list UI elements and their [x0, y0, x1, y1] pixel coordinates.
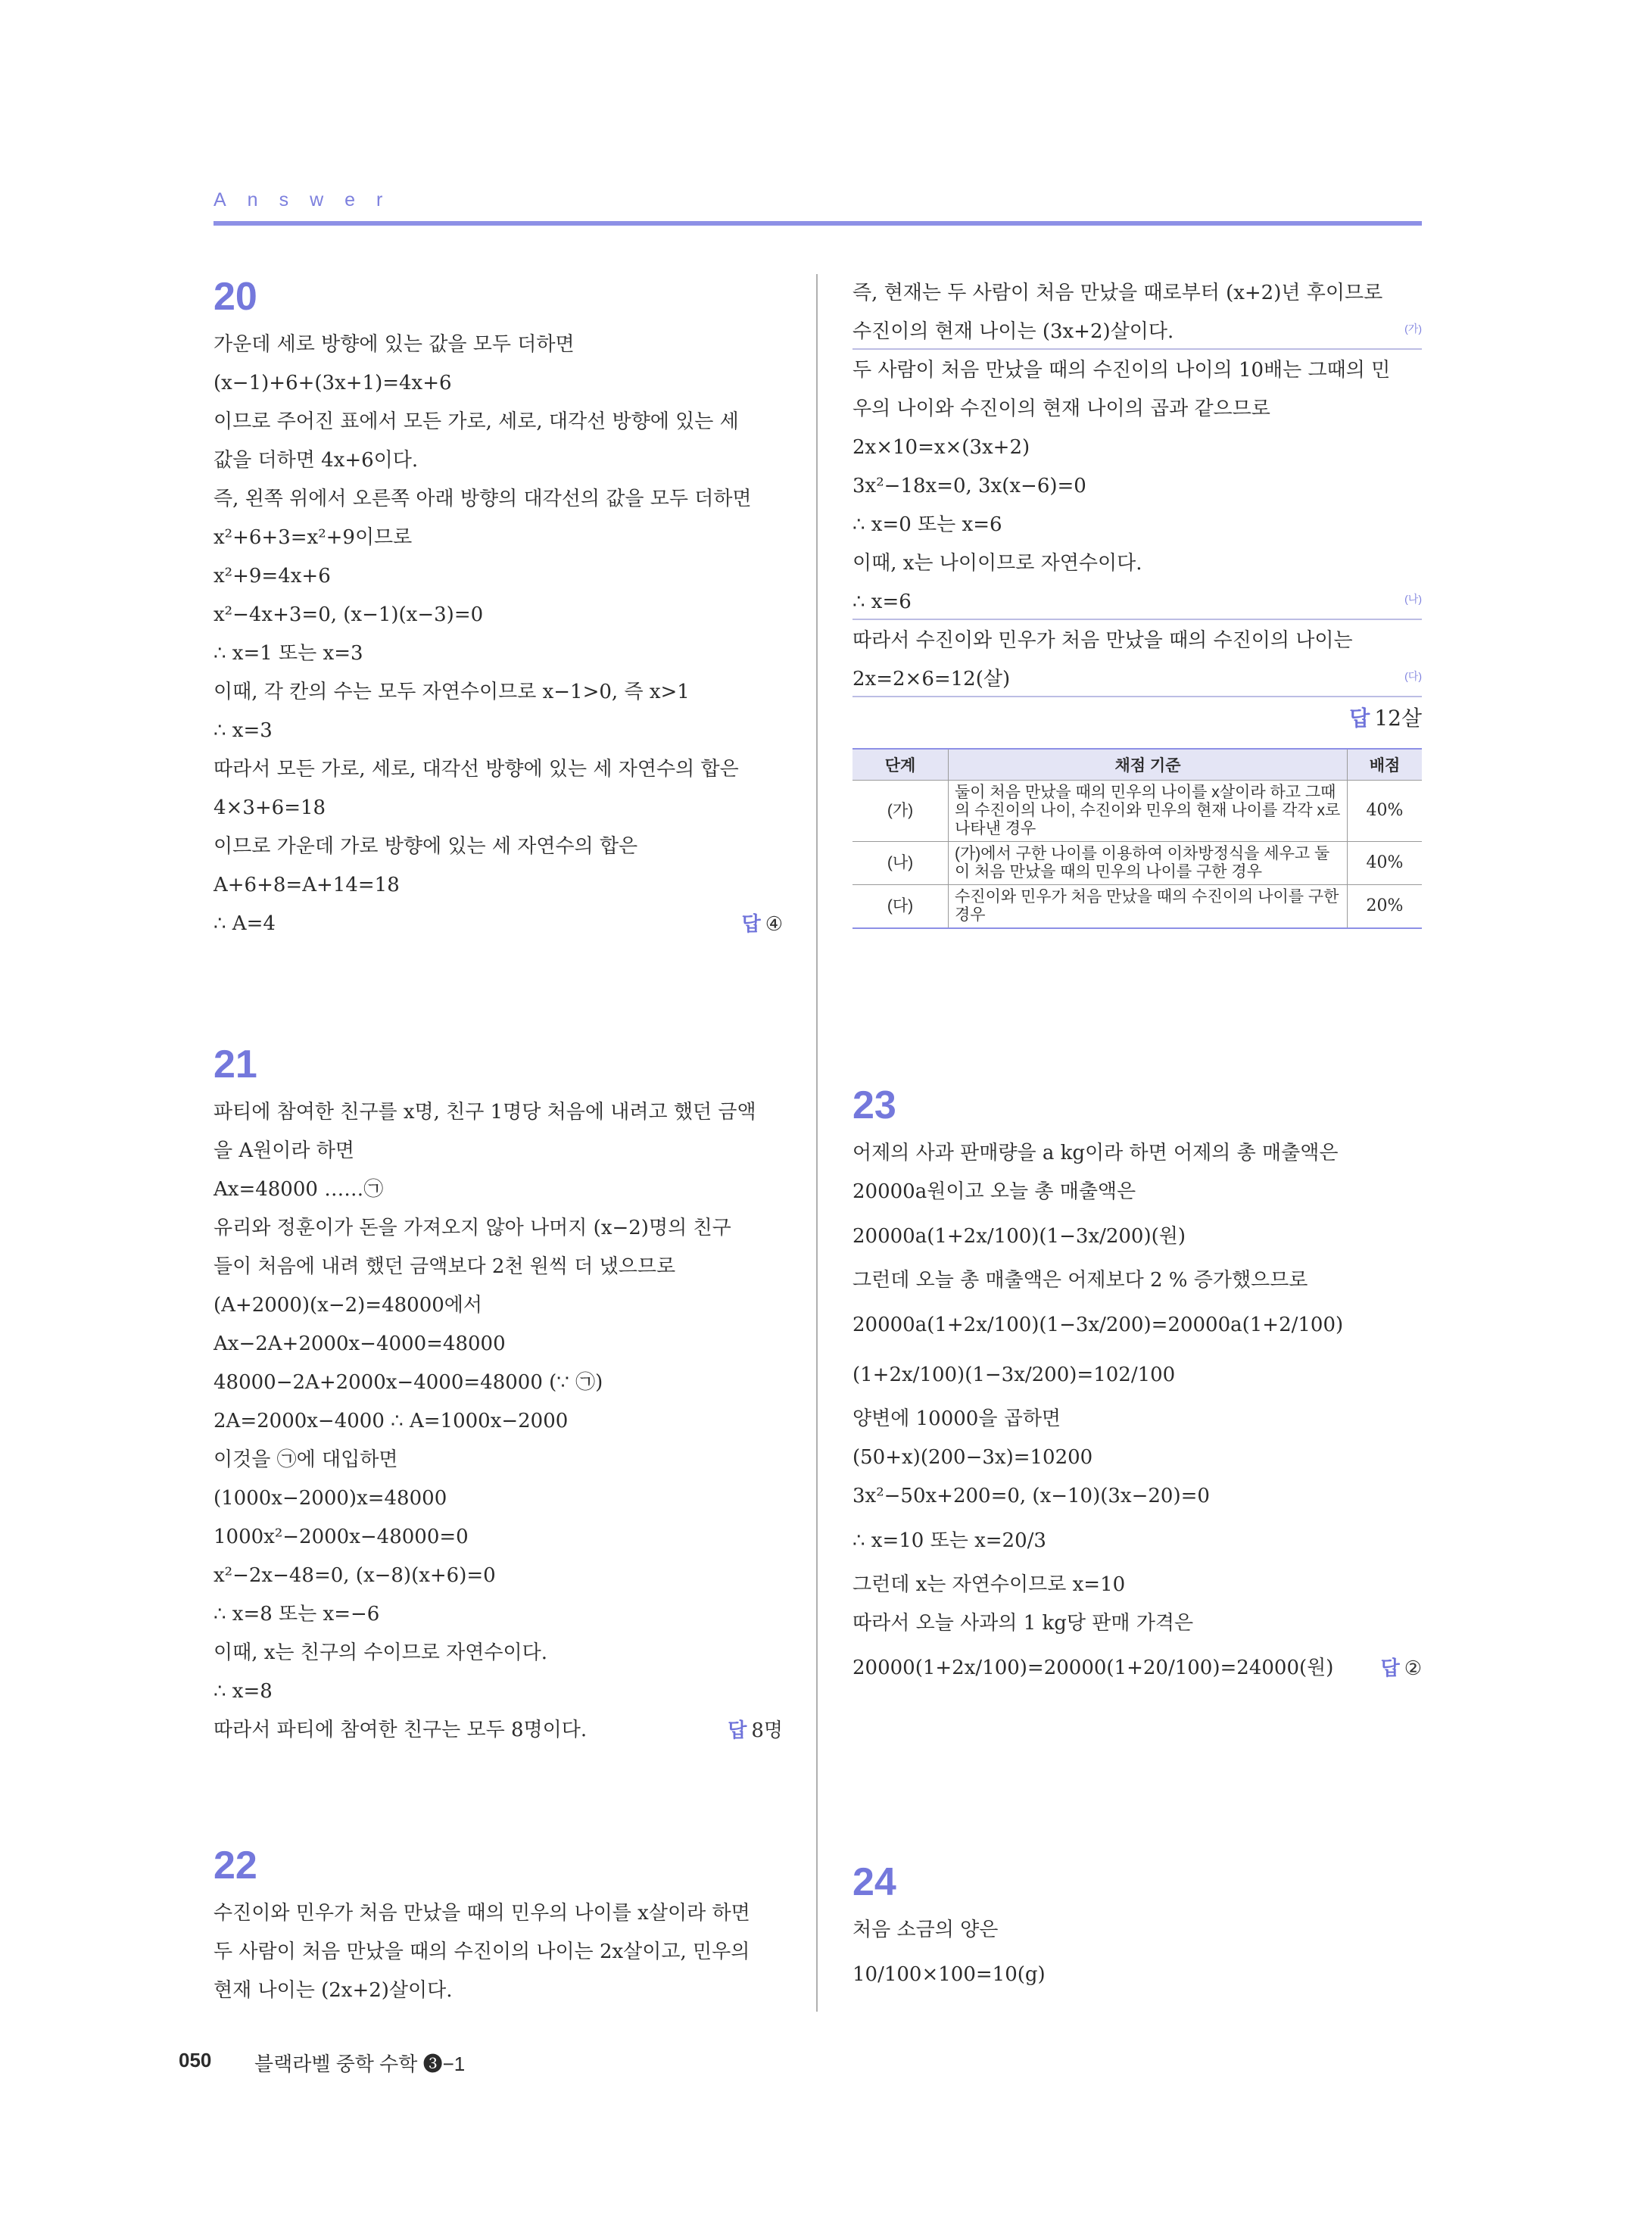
- solution-line: 따라서 오늘 사과의 1 kg당 판매 가격은: [852, 1612, 1194, 1635]
- solution-line: ∴ x=8: [214, 1680, 273, 1703]
- solution-line: 가운데 세로 방향에 있는 값을 모두 더하면: [214, 333, 575, 356]
- solution-line: x²+9=4x+6: [214, 565, 331, 588]
- solution-line: 이므로 주어진 표에서 모든 가로, 세로, 대각선 방향에 있는 세: [214, 410, 739, 433]
- solution-line-step-na: [852, 583, 1422, 622]
- solution-line: 1000x²−2000x−48000=0: [214, 1526, 469, 1548]
- solution-line: 이때, x는 친구의 수이므로 자연수이다.: [214, 1641, 547, 1664]
- solution-line: ∴ x=1 또는 x=3: [214, 642, 363, 665]
- solution-line: 파티에 참여한 친구를 x명, 친구 1명당 처음에 내려고 했던 금액: [214, 1101, 756, 1124]
- answer-value: ④: [765, 913, 783, 936]
- solution-line: 이때, 각 칸의 수는 모두 자연수이므로 x−1>0, 즉 x>1: [214, 681, 690, 703]
- solution-line: 을 A원이라 하면: [214, 1139, 355, 1162]
- solution-line: x²−4x+3=0, (x−1)(x−3)=0: [214, 603, 484, 626]
- solution-line: 2x×10=x×(3x+2): [852, 436, 1030, 459]
- solution-line-text: 20000(1+2x/100)=20000(1+20/100)=24000(원): [852, 1657, 1334, 1679]
- solution-line-text: 따라서 파티에 참여한 친구는 모두 8명이다.: [214, 1719, 588, 1741]
- rubric-criterion: (가)에서 구한 나이를 이용하여 이차방정식을 세우고 둘이 처음 만났을 때의 민우의 나이를 구한 경우: [949, 842, 1348, 885]
- answer-value: 12살: [1374, 706, 1422, 731]
- answer-label: 답: [1380, 1657, 1400, 1679]
- solution-line: 즉, 현재는 두 사람이 처음 만났을 때로부터 (x+2)년 후이므로: [852, 282, 1383, 304]
- step-mark: (다): [1404, 670, 1422, 682]
- rubric-row: [852, 885, 1422, 929]
- solution-line: Ax=48000 ……㉠: [214, 1178, 384, 1201]
- solution-line: 20000a(1+2x/100)(1−3x/200)=20000a(1+2/100): [852, 1314, 1344, 1336]
- header-rule: [214, 221, 1422, 226]
- solution-line: Ax−2A+2000x−4000=48000: [214, 1333, 506, 1355]
- rubric-step: (다): [852, 885, 949, 929]
- problem-number: 22: [214, 1844, 257, 1887]
- answer-label: 답: [741, 912, 761, 935]
- solution-line: 처음 소금의 양은: [852, 1919, 999, 1941]
- problem-number: 21: [214, 1043, 257, 1086]
- rubric-header: 배점: [1348, 749, 1423, 781]
- page-number: 050: [179, 2049, 212, 2071]
- solution-line: 따라서 모든 가로, 세로, 대각선 방향에 있는 세 자연수의 합은: [214, 758, 739, 781]
- rubric-step: (나): [852, 842, 949, 885]
- rubric-header-row: [852, 749, 1422, 781]
- rubric-points: 40%: [1348, 842, 1423, 885]
- answer-value: ②: [1404, 1657, 1422, 1680]
- solution-line: 그런데 오늘 총 매출액은 어제보다 2 % 증가했으므로: [852, 1269, 1308, 1292]
- problem-22: [214, 1843, 783, 2010]
- problem-21: [214, 1042, 783, 1750]
- solution-line-text: ∴ x=6: [852, 591, 912, 613]
- solution-line: (1000x−2000)x=48000: [214, 1487, 447, 1510]
- answer-label: 답: [1349, 706, 1370, 730]
- solution-line: 4×3+6=18: [214, 796, 326, 819]
- solution-line: (A+2000)(x−2)=48000에서: [214, 1294, 483, 1317]
- solution-line: 3x²−50x+200=0, (x−10)(3x−20)=0: [852, 1485, 1210, 1507]
- solution-line: 2A=2000x−4000 ∴ A=1000x−2000: [214, 1410, 569, 1432]
- solution-line: (50+x)(200−3x)=10200: [852, 1446, 1093, 1469]
- answer-badge: [742, 905, 783, 944]
- answer-header: Answer: [214, 189, 404, 210]
- rubric-row: [852, 842, 1422, 885]
- solution-line: 수진이와 민우가 처음 만났을 때의 민우의 나이를 x살이라 하면: [214, 1902, 750, 1925]
- step-mark: (나): [1404, 593, 1422, 605]
- solution-line-final: [852, 1643, 1422, 1693]
- solution-line: A+6+8=A+14=18: [214, 874, 400, 896]
- column-divider: [816, 274, 818, 2012]
- book-title: 블랙라벨 중학 수학 ❸−1: [254, 2053, 466, 2075]
- solution-line: x²−2x−48=0, (x−8)(x+6)=0: [214, 1564, 496, 1587]
- solution-line-final: [214, 905, 783, 943]
- solution-line-text: 2x=2×6=12(살): [852, 668, 1011, 690]
- problem-number: 24: [852, 1860, 896, 1904]
- answer-label: 답: [728, 1719, 747, 1741]
- problem-23: [852, 1083, 1422, 1693]
- problem-number: 20: [214, 275, 257, 319]
- rubric-header: 단계: [852, 749, 949, 781]
- solution-line: 48000−2A+2000x−4000=48000 (∵ ㉠): [214, 1371, 603, 1394]
- rubric-points: 20%: [1348, 885, 1423, 929]
- solution-line: 이때, x는 나이이므로 자연수이다.: [852, 552, 1142, 575]
- solution-line-text: ∴ A=4: [214, 912, 276, 935]
- answer-badge: [728, 1711, 783, 1750]
- problem-24: [852, 1859, 1422, 2000]
- solution-line: 유리와 정훈이가 돈을 가져오지 않아 나머지 (x−2)명의 친구: [214, 1217, 731, 1239]
- solution-line: 10/100×100=10(g): [852, 1963, 1046, 1986]
- solution-line-text: 수진이의 현재 나이는 (3x+2)살이다.: [852, 320, 1174, 343]
- rubric-criterion: 수진이와 민우가 처음 만났을 때의 수진이의 나이를 구한 경우: [949, 885, 1348, 929]
- problem-20: [214, 274, 783, 943]
- solution-line: ∴ x=10 또는 x=20/3: [852, 1529, 1046, 1552]
- solution-line: ∴ x=0 또는 x=6: [852, 513, 1002, 536]
- solution-line: 양변에 10000을 곱하면: [852, 1407, 1061, 1430]
- rubric-points: 40%: [1348, 781, 1423, 842]
- solution-line-step-ga: [852, 313, 1422, 351]
- solution-line: 즉, 왼쪽 위에서 오른쪽 아래 방향의 대각선의 값을 모두 더하면: [214, 488, 752, 510]
- rubric-step: (가): [852, 781, 949, 842]
- solution-line: 그런데 x는 자연수이므로 x=10: [852, 1573, 1126, 1596]
- solution-line: 이것을 ㉠에 대입하면: [214, 1448, 398, 1471]
- solution-line: (x−1)+6+(3x+1)=4x+6: [214, 372, 452, 394]
- step-mark: (가): [1404, 323, 1422, 335]
- solution-line: 현재 나이는 (2x+2)살이다.: [214, 1979, 453, 2002]
- solution-line: (1+2x/100)(1−3x/200)=102/100: [852, 1364, 1176, 1386]
- solution-line: 두 사람이 처음 만났을 때의 수진이의 나이는 2x살이고, 민우의: [214, 1940, 750, 1963]
- solution-line: 어제의 사과 판매량을 a kg이라 하면 어제의 총 매출액은: [852, 1142, 1339, 1164]
- rubric-criterion: 둘이 처음 만났을 때의 민우의 나이를 x살이라 하고 그때의 수진이의 나이, 수진이와 민우의 현재 나이를 각각 x로 나타낸 경우: [949, 781, 1348, 842]
- solution-line: 3x²−18x=0, 3x(x−6)=0: [852, 475, 1086, 497]
- solution-line: 따라서 수진이와 민우가 처음 만났을 때의 수진이의 나이는: [852, 629, 1353, 652]
- solution-line: 두 사람이 처음 만났을 때의 수진이의 나이의 10배는 그때의 민: [852, 359, 1391, 382]
- grading-rubric-table: [852, 748, 1422, 929]
- answer-badge: [852, 699, 1422, 737]
- rubric-row: [852, 781, 1422, 842]
- answer-value: 8명: [751, 1719, 783, 1742]
- problem-22-continued: [852, 274, 1422, 929]
- solution-line: 20000a(1+2x/100)(1−3x/200)(원): [852, 1225, 1186, 1248]
- solution-line: x²+6+3=x²+9이므로: [214, 526, 413, 549]
- solution-line: ∴ x=3: [214, 719, 273, 742]
- solution-line: 들이 처음에 내려 했던 금액보다 2천 원씩 더 냈으므로: [214, 1255, 676, 1278]
- problem-number: 23: [852, 1083, 896, 1127]
- answer-badge: [1381, 1643, 1422, 1694]
- solution-line: ∴ x=8 또는 x=−6: [214, 1603, 380, 1626]
- solution-line: 20000a원이고 오늘 총 매출액은: [852, 1180, 1136, 1203]
- solution-line: 값을 더하면 4x+6이다.: [214, 449, 419, 472]
- solution-line: 이므로 가운데 가로 방향에 있는 세 자연수의 합은: [214, 835, 638, 858]
- rubric-header: 채점 기준: [949, 749, 1348, 781]
- solution-line-step-da: [852, 660, 1422, 699]
- solution-line-final: [214, 1711, 783, 1750]
- solution-line: 우의 나이와 수진이의 현재 나이의 곱과 같으므로: [852, 397, 1270, 420]
